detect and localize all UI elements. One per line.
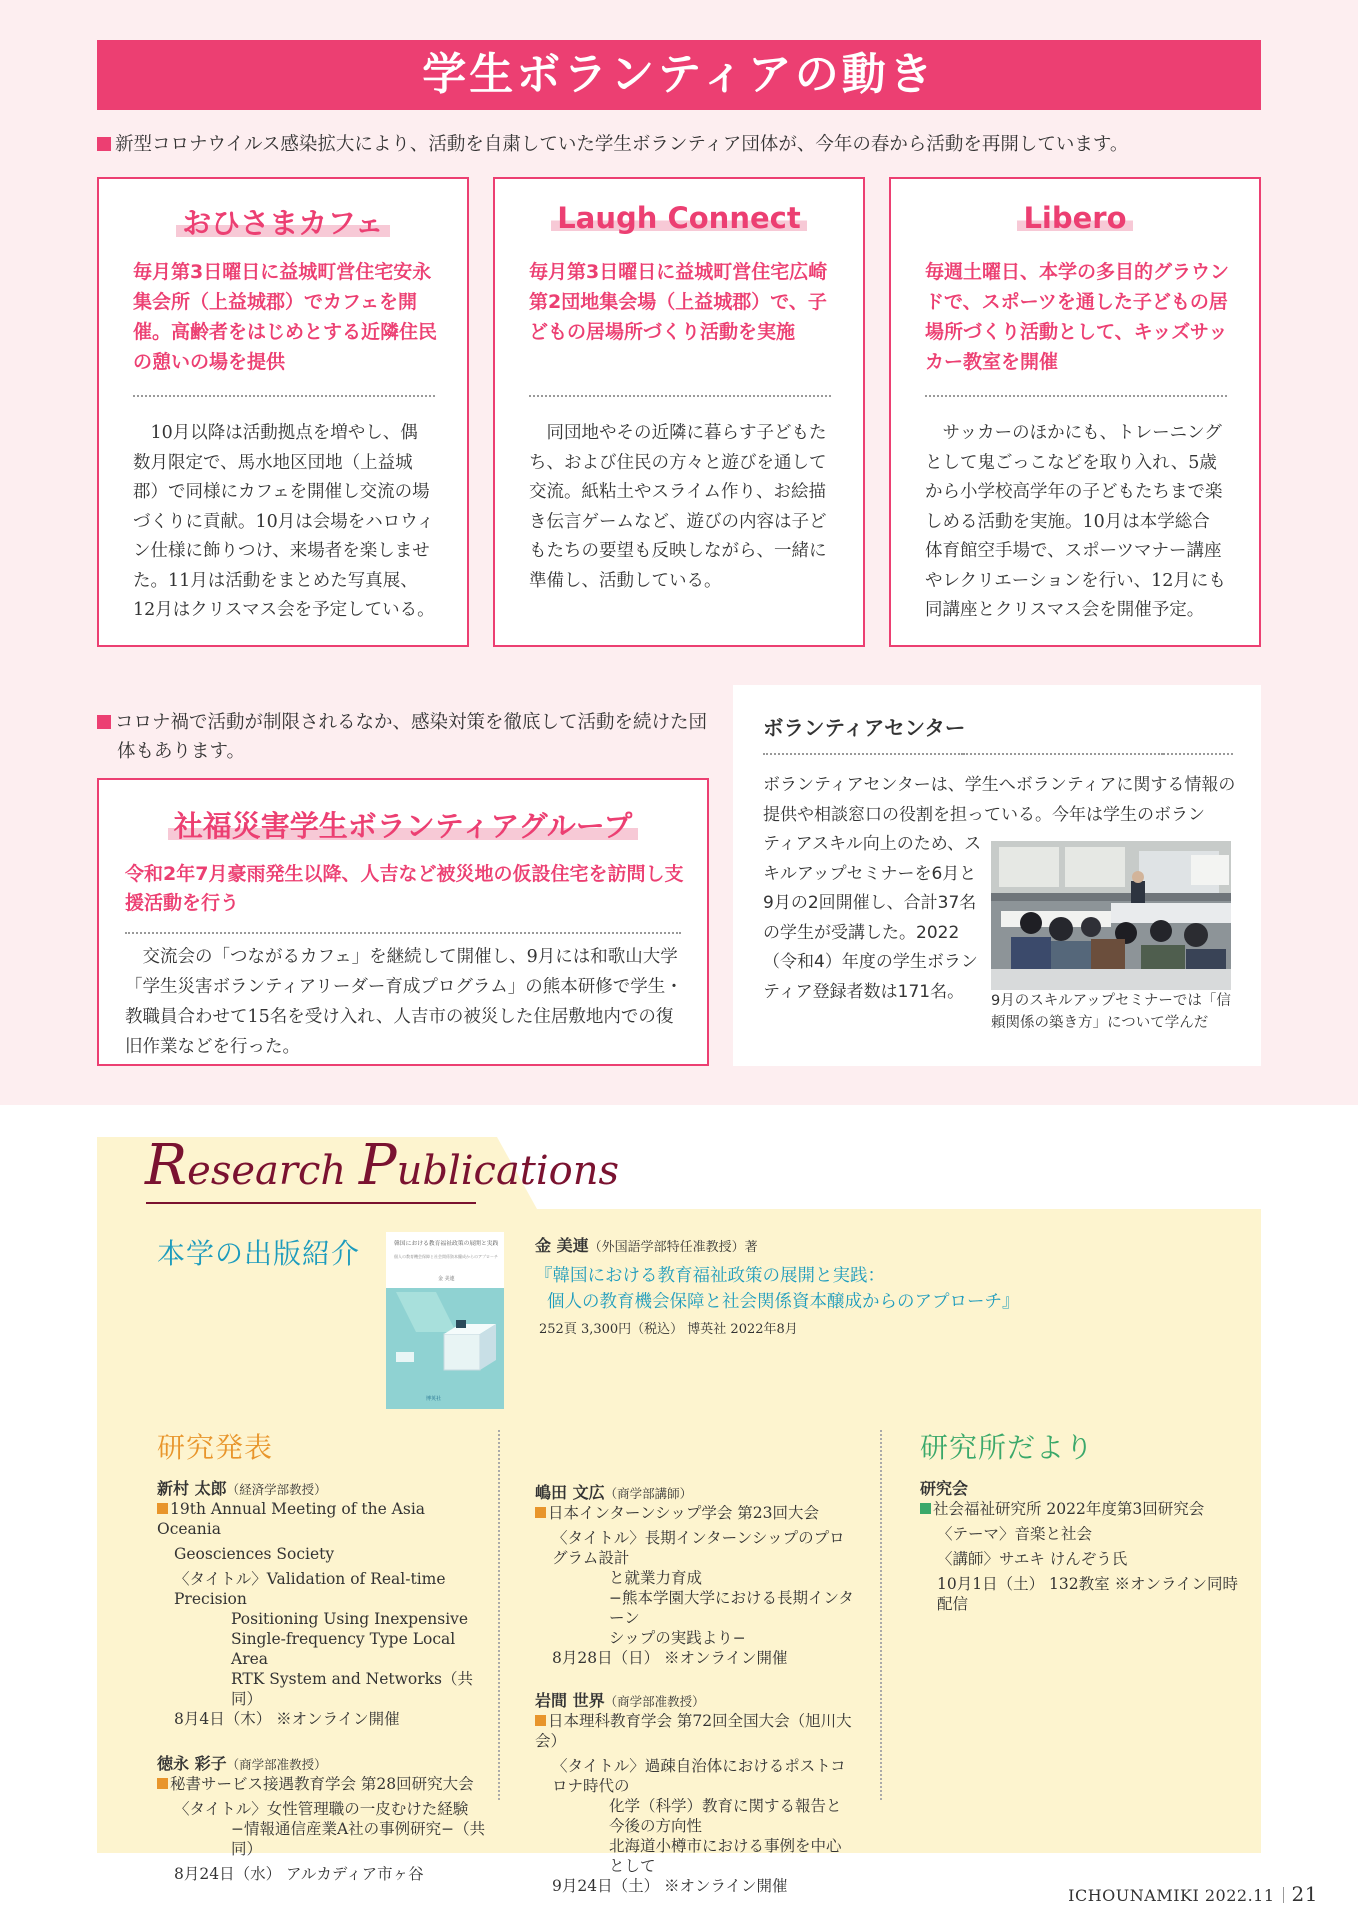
event-line [535,1711,855,1751]
title-underline [146,1202,476,1204]
divider [133,395,435,397]
research-publications-title [145,1133,619,1198]
event-text: 社会福祉研究所 2022年度第3回研究会 [933,1500,1205,1518]
card-title: 社福災害学生ボランティアグループ [168,804,639,845]
volunteer-center-text-continued: ティアスキル向上のため、スキルアップセミナーを6月と9月の2回開催し、合計37名の学生が受講した。2022（令和4）年度の学生ボランティア登録者数は171名。 [763,834,982,1002]
research-presentations-column [157,1426,487,1884]
name-text: 嶋田 文広 [535,1483,605,1502]
event-line [920,1499,1250,1519]
presenter-name [535,1688,855,1711]
title-word: esearch [187,1148,347,1194]
name-text: 新村 太郎 [157,1479,227,1498]
card-disaster-volunteer-group [97,778,709,1066]
page-footer [1068,1882,1318,1906]
column-divider [880,1430,882,1800]
date-line: 8月4日（木） ※オンライン開催 [174,1710,400,1728]
cover-title: 韓国における教育福祉政策の展開と実践 [394,1241,499,1247]
card-title: Libero [1017,201,1132,235]
column-heading: 研究所だより [920,1431,1095,1464]
book-author [535,1233,758,1256]
presenter-name [157,1476,487,1499]
name-text: 岩間 世界 [535,1691,605,1710]
title-line: Single-frequency Type Local Area [231,1630,456,1668]
divider [529,395,831,397]
cover-subtitle: 個人の教育機会保障と社会関係資本醸成からのアプローチ [394,1254,498,1259]
role-text: （商学部准教授） [226,1757,327,1772]
square-bullet-icon [97,715,111,729]
sub-heading: 研究会 [920,1479,969,1498]
book-title-line: 『韓国における教育福祉政策の展開と実践： [535,1266,885,1286]
event-line: Geosciences Society [174,1545,335,1563]
author-role: （外国語学部特任准教授）著 [588,1240,758,1255]
institute-news-column [920,1426,1250,1614]
title-line: 〈タイトル〉Validation of Real-time Precision [174,1570,446,1608]
footer-divider [1283,1887,1284,1903]
book-cover [386,1232,504,1409]
role-text: （経済学部教授） [226,1482,327,1497]
book-title [535,1263,1135,1315]
square-bullet-icon [157,1503,168,1514]
title-line: 〈タイトル〉過疎自治体におけるポストコロナ時代の [552,1757,846,1795]
research-presentations-column-2 [535,1472,855,1896]
author-name: 金 美連 [535,1236,589,1255]
card-title-wrap [99,201,467,242]
role-text: （商学部講師） [604,1486,693,1501]
title-line: 〈タイトル〉女性管理職の一皮むけた経験 [174,1800,469,1818]
date-line: 9月24日（土） ※オンライン開催 [552,1877,788,1895]
card-lead: 毎週土曜日、本学の多目的グラウンドで、スポーツを通した子どもの居場所づくり活動として、キッズサッカー教室を開催 [925,261,1230,373]
presenter-name [535,1480,855,1503]
square-bullet-icon [920,1503,931,1514]
divider [763,753,963,755]
volunteer-center-title: ボランティアセンター [763,716,966,740]
date-line: 8月24日（水） アルカディア市ヶ谷 [174,1865,424,1883]
square-bullet-icon [157,1778,168,1789]
event-text: 日本理科教育学会 第72回全国大会（旭川大会） [535,1712,852,1750]
title-line: シップの実践より− [609,1629,746,1647]
event-line [157,1499,487,1539]
photo-caption: 9月のスキルアップセミナーでは「信頼関係の築き方」について学んだ [991,993,1231,1031]
card-lead: 毎月第3日曜日に益城町営住宅安永集会所（上益城郡）でカフェを開催。高齢者をはじめとする近隣住民の憩いの場を提供 [133,261,438,373]
volunteer-center-text: ボランティアセンターは、学生へボランティアに関する情報の提供や相談窓口の役割を担っている。今年は学生のボラン [763,775,1236,825]
event-line [535,1503,855,1523]
intro-text-content: 新型コロナウイルス感染拡大により、活動を自粛していた学生ボランティア団体が、今年の春から活動を再開しています。 [115,134,1129,155]
title-word: ublications [396,1148,620,1194]
card-libero [889,177,1261,647]
title-line: RTK System and Networks（共同） [231,1670,473,1708]
title-line: と就業力育成 [609,1569,703,1587]
seminar-photo [991,841,1231,990]
title-line: 〈タイトル〉長期インターンシップのプログラム設計 [552,1529,845,1567]
title-line: 北海道小樽市における事例を中心として [609,1837,842,1875]
title-line: 化学（科学）教育に関する報告と今後の方向性 [609,1797,842,1835]
volunteer-center-box [733,685,1261,1066]
cover-publisher: 博英社 [426,1396,442,1402]
divider [1163,753,1233,755]
event-text: 19th Annual Meeting of the Asia Oceania [157,1500,426,1538]
publication-heading: 本学の出版紹介 [157,1237,361,1270]
card-body: サッカーのほかにも、トレーニングとして鬼ごっこなどを取り入れ、5歳から小学校高学年の子どもたちまで楽しめる活動を実施。10月は本学総合体育館空手場で、スポーツマナー講座やレクリエーションを行い、12月にも同講座とクリスマス会を開催予定。 [925,423,1226,620]
card-title-wrap [495,201,863,235]
magazine-issue: ICHOUNAMIKI 2022.11 [1068,1886,1275,1905]
card-ohisama-cafe [97,177,469,647]
detail-line: 〈テーマ〉音楽と社会 [937,1525,1093,1543]
book-meta: 252頁 3,300円（税込） 博英社 2022年8月 [539,1322,798,1337]
name-text: 徳永 彩子 [157,1754,227,1773]
event-text: 秘書サービス接遇教育学会 第28回研究大会 [170,1775,474,1793]
card-body: 交流会の「つながるカフェ」を継続して開催し、9月には和歌山大学「学生災害ボランティアリーダー育成プログラム」の熊本研修で学生・教職員合わせて15名を受け入れ、人吉市の被災した住居敷地内での復旧作業などを行った。 [125,947,683,1057]
cover-author: 金 美連 [438,1276,455,1282]
title-line: −情報通信産業A社の事例研究−（共同） [231,1820,486,1858]
column-divider [498,1430,500,1800]
divider [125,932,681,934]
title-line: −熊本学園大学における長期インターン [609,1589,854,1627]
card-body: 同団地やその近隣に暮らす子どもたち、および住民の方々と遊びを通して交流。紙粘土やスライム作り、お絵描き伝言ゲームなど、遊びの内容は子どもたちの要望も反映しながら、一緒に準備し、活動している。 [529,423,827,591]
event-line [157,1774,487,1794]
column-heading: 研究発表 [157,1431,274,1464]
title-initial: P [358,1133,397,1198]
role-text: （商学部准教授） [604,1694,705,1709]
square-bullet-icon [535,1507,546,1518]
intro2-text-content: コロナ禍で活動が制限されるなか、感染対策を徹底して活動を続けた団体もあります。 [115,712,708,762]
card-body: 10月以降は活動拠点を増やし、偶数月限定で、馬水地区団地（上益城郡）で同様にカフェを開催し交流の場づくりに貢献。10月は会場をハロウィン仕様に飾りつけ、来場者を楽しませた。11月は活動をまとめた写真展、12月はクリスマス会を予定している。 [133,423,435,620]
detail-line: 10月1日（土） 132教室 ※オンライン同時配信 [937,1575,1239,1613]
intro2-text [97,708,707,766]
card-title-wrap [891,201,1259,235]
section-banner: 学生ボランティアの動き [97,40,1261,110]
title-line: Positioning Using Inexpensive [231,1610,469,1628]
card-laugh-connect [493,177,865,647]
event-text: 日本インターンシップ学会 第23回大会 [548,1504,820,1522]
intro-text [97,130,1128,156]
square-bullet-icon [97,137,111,151]
page-number: 21 [1291,1882,1318,1906]
card-title: おひさまカフェ [176,201,390,242]
card-title: Laugh Connect [551,201,806,235]
card-title-wrap [99,804,707,845]
divider [925,395,1227,397]
card-lead: 令和2年7月豪雨発生以降、人吉など被災地の仮設住宅を訪問し支援活動を行う [125,863,684,914]
date-line: 8月28日（日） ※オンライン開催 [552,1649,788,1667]
card-lead: 毎月第3日曜日に益城町営住宅広崎第2団地集会場（上益城郡）で、子どもの居場所づくり活動を実施 [529,261,828,343]
square-bullet-icon [535,1715,546,1726]
presenter-name [157,1751,487,1774]
detail-line: 〈講師〉サエキ けんぞう氏 [937,1550,1128,1568]
book-title-line: 個人の教育機会保障と社会関係資本醸成からのアプローチ』 [547,1292,1020,1312]
title-initial: R [145,1133,188,1198]
divider [963,753,1163,755]
